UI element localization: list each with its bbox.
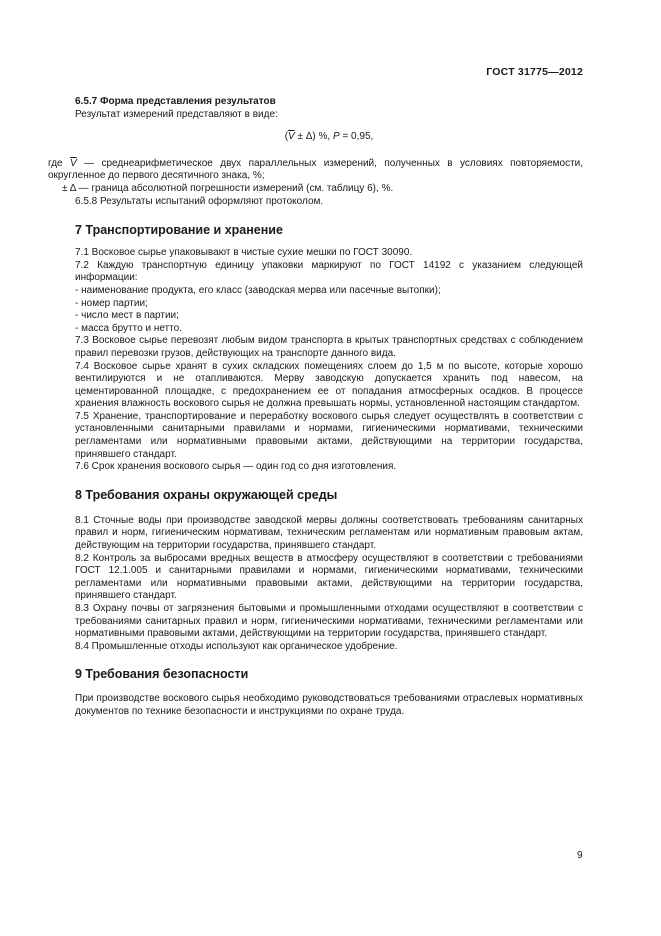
section-8-title: 8 Требования охраны окружающей среды xyxy=(75,487,338,502)
list-item: - номер партии; xyxy=(75,297,148,309)
result-formula xyxy=(75,131,583,144)
section-7-title: 7 Транспортирование и хранение xyxy=(75,223,283,238)
subsection-title-6-5-7: 6.5.7 Форма представления результатов xyxy=(75,96,276,107)
list-item: - число мест в партии; xyxy=(75,310,179,322)
paragraph-8-4: 8.4 Промышленные отходы используют как органическое удобрение. xyxy=(75,640,398,652)
formula-open: ( xyxy=(284,131,289,143)
formula-where-delta: ± Δ — граница абсолютной погрешности измерений (см. таблицу 6), %. xyxy=(62,182,394,194)
document-body xyxy=(48,96,584,719)
paragraph-8-3: 8.3 Охрану почвы от загрязнения бытовыми и промышленными отходами осуществляют в соответствии с требованиями санитарных правил и норм, гигиеническими нормативами, техническими регламентами или нормативными правовыми актами, действующими на территории государства, принявшего стандарт. xyxy=(75,603,583,640)
paragraph-7-1: 7.1 Восковое сырье упаковывают в чистые сухие мешки по ГОСТ 30090. xyxy=(75,247,413,259)
paragraph-9-1: При производстве воскового сырья необходимо руководствоваться требованиями отраслевых нормативных документов по технике безопасности и инструкциями по охране труда. xyxy=(75,693,583,717)
formula-where-v xyxy=(48,158,583,183)
formula-p: P xyxy=(332,131,340,143)
paragraph-6-5-7-intro: Результат измерений представляют в виде: xyxy=(75,108,278,120)
paragraph-7-5: 7.5 Хранение, транспортирование и переработку воскового сырья следует осуществлять в соответствии с установленными санитарными правилами и нормами, гигиеническими нормативами, техническими регламентами или нормативными правовыми актами, действующими на территории государства, принявшего стандарт. xyxy=(75,410,583,460)
paragraph-7-4: 7.4 Восковое сырье хранят в сухих складских помещениях слоем до 1,5 м по высоте, которые хорошо вентилируются и не отапливаются. Мерву заводскую допускается хранить под навесом, на цементированной площадке, с предохранением ее от попадания атмосферных осадков. В процессе хранения влажность воскового сырья не должна превышать нормы, установленной настоящим стандартом. xyxy=(75,360,583,410)
paragraph-8-2: 8.2 Контроль за выбросами вредных веществ в атмосферу осуществляют в соответствии с требованиями ГОСТ 12.1.005 и санитарными правилами и нормами, гигиеническими нормативами, техническими регламентами или нормативными правовыми актами, действующими на территории государства, принявшего стандарт. xyxy=(75,552,583,602)
where-lead: где xyxy=(48,157,70,169)
formula-rest: ± Δ) %, xyxy=(294,131,333,143)
paragraph-7-3: 7.3 Восковое сырье перевозят любым видом транспорта в крытых транспортных средствах с соблюдением правил перевозки грузов, действующих на транспорте данного вида. xyxy=(75,335,583,359)
formula-v: $\overline{V}$ xyxy=(288,131,295,143)
where-v: $\overline{V}$ xyxy=(70,157,77,169)
page-number: 9 xyxy=(577,850,583,861)
document-header: ГОСТ 31775—2012 xyxy=(486,66,583,78)
where-text: — среднеарифметическое двух параллельных измерений, полученных в условиях повторяемости, округленное до первого десятичного знака, %; xyxy=(48,157,584,182)
paragraph-8-1: 8.1 Сточные воды при производстве заводской мервы должны соответствовать требованиям санитарных правил и норм, гигиеническим нормативам, техническим регламентам или нормативным правовым актам, действующим на территории государства, принявшего стандарт. xyxy=(75,514,583,552)
list-item: - масса брутто и нетто. xyxy=(75,322,182,334)
paragraph-7-2: 7.2 Каждую транспортную единицу упаковки маркируют по ГОСТ 14192 с указанием следующей информации: xyxy=(75,259,583,284)
formula-tail: = 0,95, xyxy=(339,131,374,143)
paragraph-6-5-8: 6.5.8 Результаты испытаний оформляют протоколом. xyxy=(75,195,324,207)
section-9-title: 9 Требования безопасности xyxy=(75,667,249,682)
list-item: - наименование продукта, его класс (заводская мерва или пасечные вытопки); xyxy=(75,284,441,296)
paragraph-7-6: 7.6 Срок хранения воскового сырья — один год со дня изготовления. xyxy=(75,461,397,473)
